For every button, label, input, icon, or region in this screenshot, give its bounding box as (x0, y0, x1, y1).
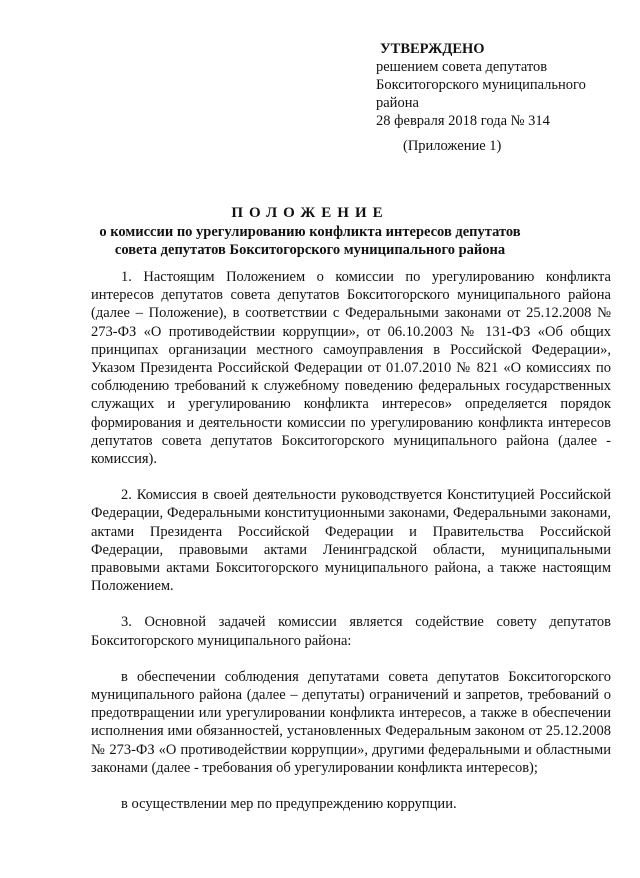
document-subtitle-line2: совета депутатов Бокситогорского муниципального района (114, 242, 506, 258)
approval-block (376, 40, 616, 130)
approval-line-decision: решением совета депутатов (376, 59, 548, 75)
paragraph-3a: в обеспечении соблюдения депутатами совета депутатов Бокситогорского муниципального района (далее – депутаты) ограничений и запретов, требований о предотвращении или урегулировании конфликта интересов, а также в обеспечении исполнения ими обязанностей, установленных Федеральным законом от 25.12.2008 № 273-ФЗ «О противодействии коррупции», другими федеральными и областными законами (далее - требования об урегулировании конфликта интересов); (91, 668, 611, 776)
paragraph-3b: в осуществлении мер по предупреждению коррупции. (121, 796, 457, 813)
approval-line-district: Бокситогорского муниципального (376, 77, 586, 93)
document-title: ПОЛОЖЕНИЕ (231, 205, 389, 221)
approval-line-region: района (376, 95, 419, 111)
document-body (91, 268, 611, 831)
document-subtitle-line1: о комиссии по урегулированию конфликта интересов депутатов (99, 224, 521, 240)
paragraph-1: 1. Настоящим Положением о комиссии по урегулированию конфликта интересов депутатов совета депутатов Бокситогорского муниципального района (далее – Положение), в соответствии с Федеральными законами от 25.12.2008 № 273-ФЗ «О противодействии коррупции», от 06.10.2003 № 131-ФЗ «Об общих принципах организации местного самоуправления в Российской Федерации», Указом Президента Российской Федерации от 01.07.2010 № 821 «О комиссиях по соблюдению требований к служебному поведению федеральных государственных служащих и урегулированию конфликта интересов» определяется порядок формирования и деятельности комиссии по урегулированию конфликта интересов депутатов совета депутатов Бокситогорского муниципального района (далее - комиссия). (91, 269, 611, 468)
appendix-label: (Приложение 1) (403, 138, 502, 154)
approval-stamp: УТВЕРЖДЕНО (380, 41, 485, 57)
paragraph-2: 2. Комиссия в своей деятельности руководствуется Конституцией Российской Федерации, Федеральными конституционными законами, Федеральными законами, актами Президента Российской Федерации и Правительства Российской Федерации, правовыми актами Ленинградской области, муниципальными правовыми актами Бокситогорского муниципального района, а также настоящим Положением. (91, 487, 611, 595)
document-title-block (80, 203, 540, 259)
approval-line-date: 28 февраля 2018 года № 314 (376, 113, 550, 129)
paragraph-3: 3. Основной задачей комиссии является содействие совету депутатов Бокситогорского муниципального района: (91, 614, 611, 649)
